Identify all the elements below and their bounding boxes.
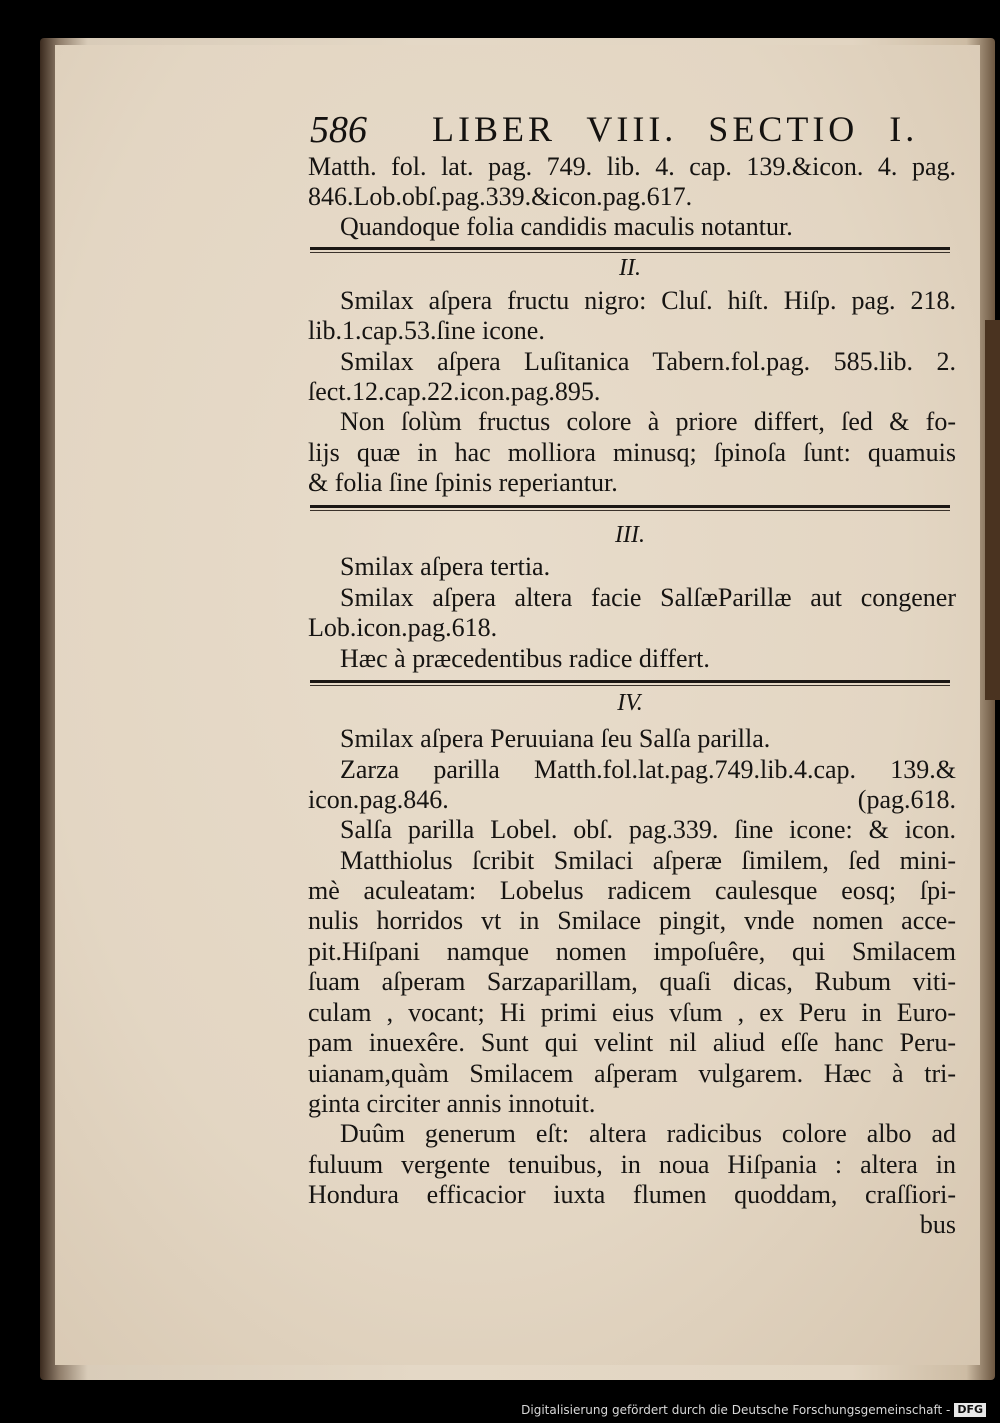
text-line: Duûm generum eſt: altera radicibus colore albo ad — [340, 1119, 956, 1148]
section-rule — [310, 505, 950, 508]
text-line: Hondura efficacior iuxta flumen quoddam, craſſiori- — [308, 1180, 956, 1209]
text-line: culam , vocant; Hi primi eius vſum , ex Peru in Euro- — [308, 998, 956, 1027]
text-line: ginta circiter annis innotuit. — [308, 1089, 596, 1118]
text-line: Hæc à præcedentibus radice differt. — [340, 644, 710, 673]
text-line: icon.pag.846. — [308, 785, 449, 814]
text-line: Matth. fol. lat. pag. 749. lib. 4. cap. 139.&icon. 4. pag. — [308, 152, 956, 181]
text-line: Smilax aſpera Luſitanica Tabern.fol.pag. 585.lib. 2. — [340, 347, 956, 376]
dfg-logo: DFG — [954, 1403, 986, 1417]
section-number: II. — [619, 255, 641, 281]
text-line: mè aculeatam: Lobelus radicem caulesque eosq; ſpi- — [308, 876, 956, 905]
text-line: lib.1.cap.53.ſine icone. — [308, 316, 545, 345]
text-line: pam inuexêre. Sunt qui velint nil aliud eſſe hanc Peru- — [308, 1028, 956, 1057]
section-rule — [310, 680, 950, 683]
text-line: Salſa parilla Lobel. obſ. pag.339. ſine icone: & icon. — [340, 815, 956, 844]
text-line: nulis horridos vt in Smilace pingit, vnde nomen acce- — [308, 906, 956, 935]
text-line: Non ſolùm fructus colore à priore differt, ſed & fo- — [340, 407, 956, 436]
text-line: Zarza parilla Matth.fol.lat.pag.749.lib.4.cap. 139.& — [340, 755, 956, 784]
section-rule — [310, 247, 950, 250]
text-line: uianam,quàm Smilacem aſperam vulgarem. Hæc à tri- — [308, 1059, 956, 1088]
text-line: 846.Lob.obſ.pag.339.&icon.pag.617. — [308, 182, 693, 211]
section-number: III. — [615, 522, 645, 548]
text-line: Matthiolus ſcribit Smilaci aſperæ ſimilem, ſed mini- — [340, 846, 956, 875]
text-line: lijs quæ in hac molliora minusq; ſpinoſa ſunt: quamuis — [308, 438, 956, 467]
text-line: Smilax aſpera tertia. — [340, 552, 551, 581]
running-title: LIBER VIII. SECTIO I. — [432, 109, 919, 149]
digitization-credit — [521, 1403, 986, 1417]
text-line: pit.Hiſpani namque nomen impoſuêre, qui Smilacem — [308, 937, 956, 966]
text-line: ſuam aſperam Sarzaparillam, quaſi dicas, Rubum viti- — [308, 967, 956, 996]
page-number: 586 — [310, 109, 367, 151]
text-line: Lob.icon.pag.618. — [308, 613, 498, 642]
catchword: bus — [919, 1210, 956, 1239]
binding-tab — [985, 320, 1000, 700]
text-line: Smilax aſpera fructu nigro: Cluſ. hiſt. Hiſp. pag. 218. — [340, 286, 956, 315]
text-line: Smilax aſpera Peruuiana ſeu Salſa parilla. — [340, 724, 771, 753]
credit-text: Digitalisierung gefördert durch die Deutsche Forschungsgemeinschaft - — [521, 1403, 951, 1417]
section-number: IV. — [617, 690, 643, 716]
text-line: fuluum vergente tenuibus, in noua Hiſpania : altera in — [308, 1150, 956, 1179]
text-line: Quandoque folia candidis maculis notantur. — [340, 212, 793, 241]
text-line: & folia ſine ſpinis reperiantur. — [308, 468, 618, 497]
text-line: Smilax aſpera altera facie SalſæParillæ aut congener — [340, 583, 956, 612]
text-line: ſect.12.cap.22.icon.pag.895. — [308, 377, 601, 406]
text-line: (pag.618. — [857, 785, 956, 814]
